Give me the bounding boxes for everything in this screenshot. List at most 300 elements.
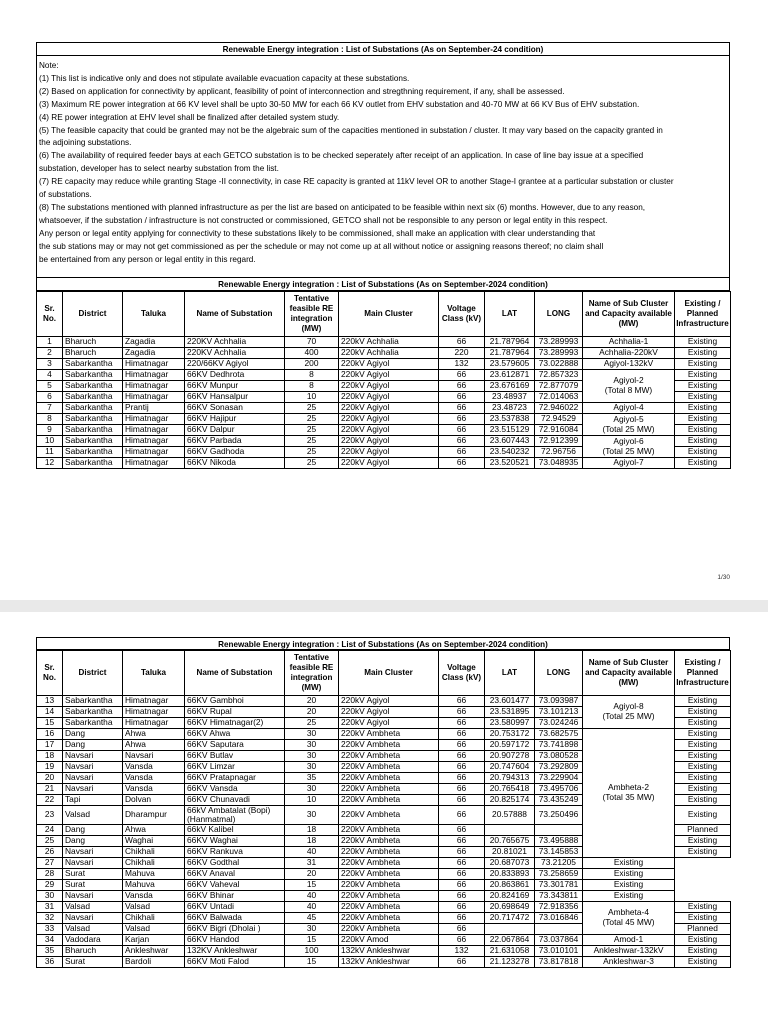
note-line: of substations. xyxy=(39,190,92,200)
district-cell: Sabarkantha xyxy=(63,359,123,370)
substation-cell: 66KV Saputara xyxy=(185,740,285,751)
table-row xyxy=(37,458,731,469)
lat-cell: 20.863861 xyxy=(485,880,535,891)
table-row xyxy=(37,869,731,880)
long-cell: 72.857323 xyxy=(535,370,583,381)
lat-cell: 20.717472 xyxy=(485,913,535,924)
document-page-2 xyxy=(0,612,768,1024)
substation-cell: 220KV Achhalia xyxy=(185,337,285,348)
sr-no-cell: 36 xyxy=(37,957,63,968)
substation-cell: 66KV Hansalpur xyxy=(185,392,285,403)
substation-cell: 66KV Butlav xyxy=(185,751,285,762)
sr-no-cell: 34 xyxy=(37,935,63,946)
district-cell: Sabarkantha xyxy=(63,381,123,392)
re-capacity-cell: 20 xyxy=(285,696,339,707)
substation-cell: 66KV Parbada xyxy=(185,436,285,447)
page-2-content xyxy=(36,637,730,968)
voltage-cell: 66 xyxy=(439,337,485,348)
long-cell: 73.301781 xyxy=(535,880,583,891)
long-cell: 73.682575 xyxy=(535,729,583,740)
taluka-cell: Valsad xyxy=(123,924,185,935)
voltage-cell: 66 xyxy=(439,381,485,392)
voltage-cell: 66 xyxy=(439,880,485,891)
lat-cell: 20.907278 xyxy=(485,751,535,762)
taluka-cell: Vansda xyxy=(123,784,185,795)
taluka-cell: Himatnagar xyxy=(123,370,185,381)
voltage-cell: 66 xyxy=(439,924,485,935)
notes-section xyxy=(36,56,730,278)
lat-cell: 23.612871 xyxy=(485,370,535,381)
taluka-cell: Zagadia xyxy=(123,337,185,348)
taluka-cell: Zagadia xyxy=(123,348,185,359)
sr-no-cell: 22 xyxy=(37,795,63,806)
long-cell: 73.343811 xyxy=(535,891,583,902)
table-row xyxy=(37,902,731,913)
table-row xyxy=(37,880,731,891)
re-capacity-cell: 400 xyxy=(285,348,339,359)
voltage-cell: 66 xyxy=(439,718,485,729)
note-line: the adjoining substations. xyxy=(39,138,132,148)
main-cluster-cell: 220kV Ambheta xyxy=(339,740,439,751)
status-cell: Existing xyxy=(675,392,731,403)
table-row xyxy=(37,359,731,370)
sr-no-cell: 2 xyxy=(37,348,63,359)
re-integration-header: Tentative feasible RE integration (MW) xyxy=(285,292,339,337)
substation-cell: 66KV Pratapnagar xyxy=(185,773,285,784)
district-cell: Sabarkantha xyxy=(63,707,123,718)
lat-cell: 23.540232 xyxy=(485,447,535,458)
voltage-cell: 66 xyxy=(439,425,485,436)
voltage-cell: 66 xyxy=(439,784,485,795)
district-cell: Bharuch xyxy=(63,337,123,348)
main-cluster-cell: 220kV Ambheta xyxy=(339,806,439,825)
long-cell: 73.080528 xyxy=(535,751,583,762)
main-cluster-cell: 220kV Ambheta xyxy=(339,880,439,891)
substation-cell: 132KV Ankleshwar xyxy=(185,946,285,957)
re-capacity-cell: 30 xyxy=(285,729,339,740)
status-cell: Planned xyxy=(675,924,731,935)
long-cell: 73.495888 xyxy=(535,836,583,847)
re-capacity-cell: 15 xyxy=(285,880,339,891)
sr-no-cell: 21 xyxy=(37,784,63,795)
taluka-cell: Ahwa xyxy=(123,825,185,836)
long-cell: 73.010101 xyxy=(535,946,583,957)
table-title: Renewable Energy integration : List of Substations (As on September-2024 condition) xyxy=(36,637,730,650)
voltage-cell: 66 xyxy=(439,869,485,880)
sr-no-cell: 1 xyxy=(37,337,63,348)
voltage-cell: 66 xyxy=(439,447,485,458)
district-cell: Surat xyxy=(63,957,123,968)
sr-no-cell: 32 xyxy=(37,913,63,924)
status-cell: Existing xyxy=(675,425,731,436)
voltage-cell: 66 xyxy=(439,414,485,425)
long-cell: 73.741898 xyxy=(535,740,583,751)
sr-no-cell: 4 xyxy=(37,370,63,381)
sr-no-cell: 5 xyxy=(37,381,63,392)
lat-cell: 23.537838 xyxy=(485,414,535,425)
sr-no-cell: 11 xyxy=(37,447,63,458)
taluka-cell: Himatnagar xyxy=(123,436,185,447)
lat-cell: 20.765418 xyxy=(485,784,535,795)
main-cluster-cell: 220kV Achhalia xyxy=(339,337,439,348)
status-cell: Existing xyxy=(675,847,731,858)
district-cell: Sabarkantha xyxy=(63,392,123,403)
substation-cell: 66KV Dalpur xyxy=(185,425,285,436)
long-cell: 73.817818 xyxy=(535,957,583,968)
lat-cell: 23.520521 xyxy=(485,458,535,469)
table-row xyxy=(37,403,731,414)
district-cell: Navsari xyxy=(63,891,123,902)
substation-header: Name of Substation xyxy=(185,292,285,337)
main-cluster-cell: 220kV Ambheta xyxy=(339,836,439,847)
main-cluster-cell: 220kV Agiyol xyxy=(339,425,439,436)
voltage-cell: 66 xyxy=(439,458,485,469)
long-cell: 73.022888 xyxy=(535,359,583,370)
status-cell: Existing xyxy=(675,381,731,392)
re-capacity-cell: 20 xyxy=(285,869,339,880)
sr-no-cell: 6 xyxy=(37,392,63,403)
re-integration-header: Tentative feasible RE integration (MW) xyxy=(285,651,339,696)
voltage-class-header: Voltage Class (kV) xyxy=(439,651,485,696)
long-cell: 72.918356 xyxy=(535,902,583,913)
re-capacity-cell: 25 xyxy=(285,414,339,425)
sr-no-cell: 15 xyxy=(37,718,63,729)
infrastructure-header: Existing / Planned Infrastructure xyxy=(675,651,731,696)
taluka-cell: Himatnagar xyxy=(123,718,185,729)
taluka-cell: Chikhali xyxy=(123,858,185,869)
taluka-cell: Himatnagar xyxy=(123,414,185,425)
voltage-cell: 66 xyxy=(439,795,485,806)
lat-cell: 20.698649 xyxy=(485,902,535,913)
main-cluster-cell: 220kV Ambheta xyxy=(339,924,439,935)
re-capacity-cell: 25 xyxy=(285,436,339,447)
voltage-cell: 66 xyxy=(439,762,485,773)
long-cell: 72.946022 xyxy=(535,403,583,414)
sr-no-cell: 29 xyxy=(37,880,63,891)
main-cluster-cell: 220kV Agiyol xyxy=(339,707,439,718)
table-row xyxy=(37,946,731,957)
taluka-cell: Himatnagar xyxy=(123,392,185,403)
taluka-cell: Himatnagar xyxy=(123,447,185,458)
re-capacity-cell: 25 xyxy=(285,425,339,436)
note-line: (5) The feasible capacity that could be granted may not be the algebraic sum of the capacities mentioned in substation / cluster. It may vary based on the capacity granted in xyxy=(39,125,663,135)
substation-table xyxy=(36,650,731,968)
voltage-cell: 66 xyxy=(439,935,485,946)
note-line: (2) Based on application for connectivity by applicant, feasibility of point of interconnection and stregthning requirement, if any, shall be assessed. xyxy=(39,86,565,96)
taluka-cell: Waghai xyxy=(123,836,185,847)
sr-no-cell: 13 xyxy=(37,696,63,707)
main-cluster-header: Main Cluster xyxy=(339,651,439,696)
sr-no-cell: 27 xyxy=(37,858,63,869)
sub-cluster-cell: Ankleshwar-132kV xyxy=(583,946,675,957)
long-cell: 72.014063 xyxy=(535,392,583,403)
voltage-cell: 66 xyxy=(439,773,485,784)
status-cell: Existing xyxy=(675,436,731,447)
voltage-cell: 132 xyxy=(439,359,485,370)
district-cell: Sabarkantha xyxy=(63,436,123,447)
taluka-cell: Himatnagar xyxy=(123,425,185,436)
table-row xyxy=(37,348,731,359)
note-line: (3) Maximum RE power integration at 66 KV level shall be upto 30-50 MW for each 66 KV outlet from EHV substation and 40-70 MW at 66 KV Bus of EHV substation. xyxy=(39,99,640,109)
sr-no-cell: 12 xyxy=(37,458,63,469)
lat-cell: 20.81021 xyxy=(485,847,535,858)
page-number: 1/30 xyxy=(717,574,730,581)
status-cell: Existing xyxy=(675,935,731,946)
re-capacity-cell: 70 xyxy=(285,337,339,348)
re-capacity-cell: 25 xyxy=(285,458,339,469)
district-cell: Sabarkantha xyxy=(63,696,123,707)
voltage-cell: 66 xyxy=(439,913,485,924)
table-row xyxy=(37,370,731,381)
voltage-class-header: Voltage Class (kV) xyxy=(439,292,485,337)
status-cell: Existing xyxy=(675,729,731,740)
table-header-row xyxy=(37,651,731,696)
substation-cell: 66KV Limzar xyxy=(185,762,285,773)
lat-cell: 23.676169 xyxy=(485,381,535,392)
main-cluster-cell: 220kV Agiyol xyxy=(339,392,439,403)
status-cell: Existing xyxy=(675,773,731,784)
re-capacity-cell: 35 xyxy=(285,773,339,784)
district-cell: Navsari xyxy=(63,913,123,924)
substation-cell: 66KV Moti Falod xyxy=(185,957,285,968)
sr-no-cell: 20 xyxy=(37,773,63,784)
lat-cell: 20.687073 xyxy=(485,858,535,869)
voltage-cell: 66 xyxy=(439,370,485,381)
lat-cell: 22.067864 xyxy=(485,935,535,946)
main-cluster-cell: 220kV Ambheta xyxy=(339,795,439,806)
district-cell: Sabarkantha xyxy=(63,403,123,414)
substation-cell: 66KV Munpur xyxy=(185,381,285,392)
re-capacity-cell: 18 xyxy=(285,836,339,847)
long-cell xyxy=(535,924,583,935)
sub-cluster-header: Name of Sub Cluster and Capacity available (MW) xyxy=(583,651,675,696)
sr-no-cell: 17 xyxy=(37,740,63,751)
sr-no-cell: 35 xyxy=(37,946,63,957)
table-row xyxy=(37,935,731,946)
long-cell: 73.024246 xyxy=(535,718,583,729)
main-cluster-cell: 220kV Ambheta xyxy=(339,913,439,924)
main-cluster-cell: 220kV Agiyol xyxy=(339,696,439,707)
re-capacity-cell: 10 xyxy=(285,392,339,403)
taluka-cell: Mahuva xyxy=(123,880,185,891)
status-cell: Existing xyxy=(675,806,731,825)
main-cluster-cell: 220kV Achhalia xyxy=(339,348,439,359)
district-header: District xyxy=(63,292,123,337)
voltage-cell: 66 xyxy=(439,751,485,762)
main-cluster-cell: 220kV Ambheta xyxy=(339,847,439,858)
long-cell: 73.229904 xyxy=(535,773,583,784)
table-row xyxy=(37,729,731,740)
substation-cell: 66KV Balwada xyxy=(185,913,285,924)
lat-cell: 23.601477 xyxy=(485,696,535,707)
lat-cell: 23.515129 xyxy=(485,425,535,436)
note-line: (7) RE capacity may reduce while granting Stage -II connectivity, in case RE capacity is granted at 11kV level OR to another Stage-I grantee at a particular substation or cluster xyxy=(39,177,674,187)
voltage-cell: 66 xyxy=(439,957,485,968)
status-cell: Existing xyxy=(675,751,731,762)
re-capacity-cell: 100 xyxy=(285,946,339,957)
district-cell: Surat xyxy=(63,869,123,880)
substation-cell: 66KV Gambhoi xyxy=(185,696,285,707)
table-row xyxy=(37,858,731,869)
main-cluster-cell: 220kV Ambheta xyxy=(339,858,439,869)
re-capacity-cell: 40 xyxy=(285,902,339,913)
re-capacity-cell: 30 xyxy=(285,751,339,762)
status-cell: Existing xyxy=(675,762,731,773)
substation-cell: 66KV Rankuva xyxy=(185,847,285,858)
sub-cluster-cell: Ambheta-2 (Total 35 MW) xyxy=(583,729,675,858)
district-cell: Navsari xyxy=(63,858,123,869)
taluka-cell: Vansda xyxy=(123,762,185,773)
lat-cell: 23.48937 xyxy=(485,392,535,403)
taluka-cell: Ahwa xyxy=(123,740,185,751)
substation-cell: 66KV Vansda xyxy=(185,784,285,795)
substation-cell: 66KV Dedhrota xyxy=(185,370,285,381)
taluka-cell: Himatnagar xyxy=(123,707,185,718)
table-row xyxy=(37,436,731,447)
long-header: LONG xyxy=(535,651,583,696)
long-cell: 73.037864 xyxy=(535,935,583,946)
re-capacity-cell: 8 xyxy=(285,370,339,381)
lat-cell: 20.824169 xyxy=(485,891,535,902)
main-cluster-cell: 220kV Agiyol xyxy=(339,718,439,729)
substation-cell: 220/66KV Agiyol xyxy=(185,359,285,370)
re-capacity-cell: 8 xyxy=(285,381,339,392)
long-cell: 73.495706 xyxy=(535,784,583,795)
status-cell: Existing xyxy=(675,913,731,924)
sr-no-cell: 25 xyxy=(37,836,63,847)
main-cluster-cell: 220kV Agiyol xyxy=(339,359,439,370)
district-cell: Dang xyxy=(63,740,123,751)
lat-cell: 21.631058 xyxy=(485,946,535,957)
voltage-cell: 66 xyxy=(439,403,485,414)
voltage-cell: 132 xyxy=(439,946,485,957)
substation-cell: 66KV Ahwa xyxy=(185,729,285,740)
district-cell: Sabarkantha xyxy=(63,414,123,425)
long-cell: 73.250496 xyxy=(535,806,583,825)
long-cell: 73.258659 xyxy=(535,869,583,880)
lat-cell: 20.57888 xyxy=(485,806,535,825)
note-line: substation, developer has to select nearby substation from the list. xyxy=(39,164,279,174)
district-cell: Sabarkantha xyxy=(63,458,123,469)
long-cell: 72.912399 xyxy=(535,436,583,447)
taluka-cell: Bardoli xyxy=(123,957,185,968)
long-cell: 73.016846 xyxy=(535,913,583,924)
voltage-cell: 66 xyxy=(439,740,485,751)
status-cell: Existing xyxy=(675,946,731,957)
status-cell: Existing xyxy=(675,370,731,381)
note-line: the sub stations may or may not get commissioned as per the schedule or may not come up at all without notice or assigning reasons thereof; no claim shall xyxy=(39,241,604,251)
re-capacity-cell: 30 xyxy=(285,924,339,935)
long-cell: 73.435249 xyxy=(535,795,583,806)
main-cluster-cell: 132kV Ankleshwar xyxy=(339,946,439,957)
district-cell: Navsari xyxy=(63,751,123,762)
district-cell: Vadodara xyxy=(63,935,123,946)
status-cell: Existing xyxy=(675,784,731,795)
taluka-cell: Ahwa xyxy=(123,729,185,740)
voltage-cell: 66 xyxy=(439,825,485,836)
main-cluster-header: Main Cluster xyxy=(339,292,439,337)
status-cell: Existing xyxy=(675,348,731,359)
district-cell: Dang xyxy=(63,825,123,836)
page-1-content xyxy=(36,42,730,469)
main-cluster-cell: 220kV Agiyol xyxy=(339,458,439,469)
sr-no-cell: 9 xyxy=(37,425,63,436)
status-cell: Existing xyxy=(675,836,731,847)
voltage-cell: 66 xyxy=(439,392,485,403)
sub-cluster-cell: Agiyol-2 (Total 8 MW) xyxy=(583,370,675,403)
sub-cluster-header: Name of Sub Cluster and Capacity available (MW) xyxy=(583,292,675,337)
status-cell: Existing xyxy=(675,740,731,751)
substation-cell: 66KV Godthal xyxy=(185,858,285,869)
re-capacity-cell: 200 xyxy=(285,359,339,370)
substation-cell: 66KV Sonasan xyxy=(185,403,285,414)
status-cell: Existing xyxy=(583,858,675,869)
main-cluster-cell: 220kV Agiyol xyxy=(339,370,439,381)
district-header: District xyxy=(63,651,123,696)
taluka-cell: Dharampur xyxy=(123,806,185,825)
sr-no-header: Sr. No. xyxy=(37,651,63,696)
table-row xyxy=(37,696,731,707)
status-cell: Existing xyxy=(675,403,731,414)
taluka-cell: Himatnagar xyxy=(123,381,185,392)
main-cluster-cell: 220kV Agiyol xyxy=(339,414,439,425)
long-cell: 73.289993 xyxy=(535,337,583,348)
voltage-cell: 66 xyxy=(439,707,485,718)
sr-no-cell: 23 xyxy=(37,806,63,825)
long-cell: 73.101213 xyxy=(535,707,583,718)
voltage-cell: 66 xyxy=(439,806,485,825)
main-cluster-cell: 220kV Ambheta xyxy=(339,784,439,795)
main-cluster-cell: 220kV Ambheta xyxy=(339,729,439,740)
taluka-cell: Karjan xyxy=(123,935,185,946)
sub-cluster-cell: Agiyol-6 (Total 25 MW) xyxy=(583,436,675,458)
sub-cluster-cell: Agiyol-4 xyxy=(583,403,675,414)
status-cell: Existing xyxy=(675,414,731,425)
district-cell: Bharuch xyxy=(63,946,123,957)
re-capacity-cell: 30 xyxy=(285,740,339,751)
voltage-cell: 66 xyxy=(439,858,485,869)
status-cell: Existing xyxy=(675,707,731,718)
main-cluster-cell: 220kV Agiyol xyxy=(339,381,439,392)
status-cell: Existing xyxy=(583,880,675,891)
note-line: (6) The availability of required feeder bays at each GETCO substation is to be checked seperately after receipt of an application. In case of line bay issue at a specified xyxy=(39,151,644,161)
taluka-cell: Ankleshwar xyxy=(123,946,185,957)
re-capacity-cell: 25 xyxy=(285,718,339,729)
taluka-header: Taluka xyxy=(123,651,185,696)
district-cell: Valsad xyxy=(63,806,123,825)
status-cell: Existing xyxy=(675,447,731,458)
status-cell: Existing xyxy=(675,337,731,348)
note-line: (1) This list is indicative only and does not stipulate available evacuation capacity at these substations. xyxy=(39,73,410,83)
sub-cluster-cell: Ankleshwar-3 xyxy=(583,957,675,968)
sr-no-header: Sr. No. xyxy=(37,292,63,337)
note-line: be entertained from any person or legal entity in this regard. xyxy=(39,254,256,264)
sr-no-cell: 3 xyxy=(37,359,63,370)
note-line: (8) The substations mentioned with planned infrastructure as per the list are based on anticipated to be feasible within next six (6) months. However, due to any reason, xyxy=(39,202,646,212)
lat-cell xyxy=(485,825,535,836)
re-capacity-cell: 40 xyxy=(285,847,339,858)
table-title: Renewable Energy integration : List of Substations (As on September-2024 condition) xyxy=(36,278,730,291)
main-cluster-cell: 220kV Agiyol xyxy=(339,447,439,458)
substation-cell: 66KV Nikoda xyxy=(185,458,285,469)
long-cell: 73.048935 xyxy=(535,458,583,469)
district-cell: Sabarkantha xyxy=(63,718,123,729)
lat-cell: 20.765675 xyxy=(485,836,535,847)
re-capacity-cell: 40 xyxy=(285,891,339,902)
substation-table xyxy=(36,291,731,469)
substation-cell: 66KV Handod xyxy=(185,935,285,946)
lat-cell: 23.48723 xyxy=(485,403,535,414)
